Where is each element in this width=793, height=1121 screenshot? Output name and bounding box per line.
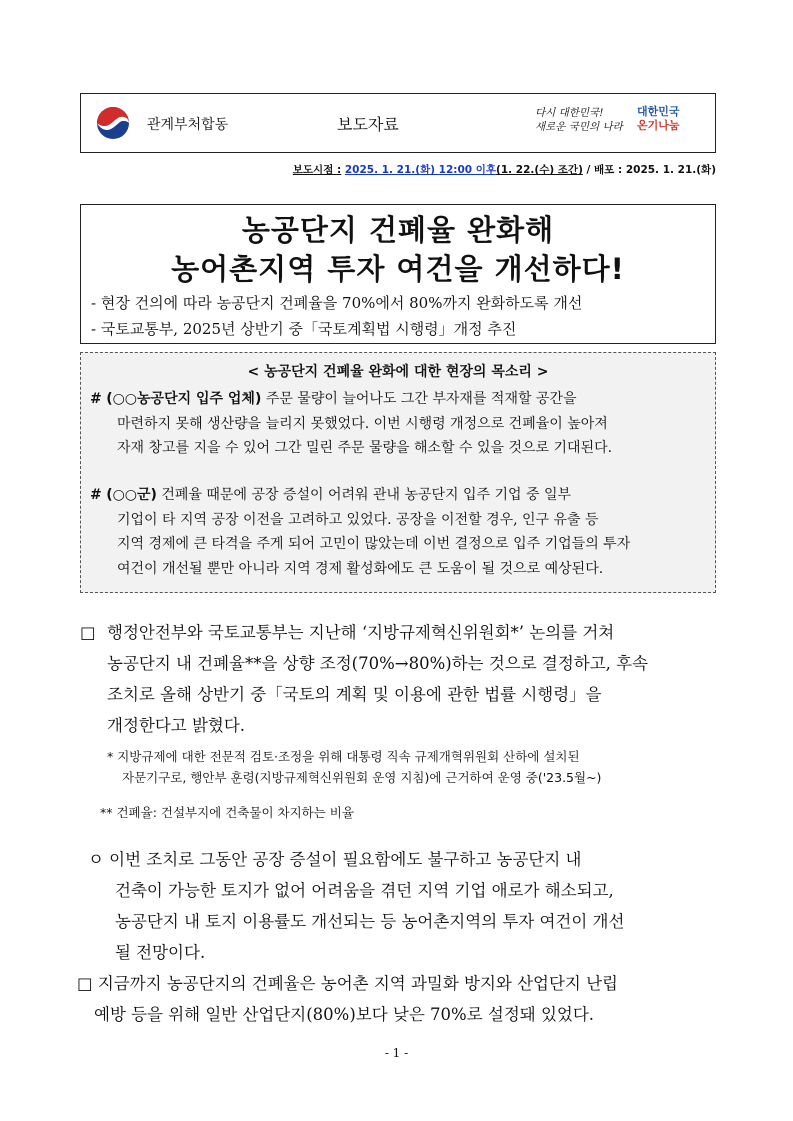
headline-line-2: 농어촌지역 투자 여건을 개선하다! — [171, 252, 625, 286]
voice-text: 주문 물량이 늘어나도 그간 부자재를 적재할 공간을 — [265, 391, 577, 407]
footnote-1 — [107, 746, 717, 788]
field-voices-box — [80, 352, 716, 593]
footnote-2: ** 건폐율: 건설부지에 건축물이 차지하는 비율 — [100, 805, 354, 820]
body-paragraph-1 — [80, 617, 720, 741]
hash-mark: # — [90, 391, 102, 407]
headline-line-1: 농공단지 건폐율 완화해 — [241, 213, 555, 247]
voice-entry — [90, 483, 710, 581]
ministry-name: 관계부처합동 — [147, 117, 229, 133]
voice-text: 기업이 타 지역 공장 이전을 고려하고 있었다. 공장을 이전할 경우, 인구 유출 등 — [117, 511, 599, 528]
voice-text: 마련하지 못해 생산량을 늘리지 못했었다. 이번 시행령 개정으로 건폐율이 높아져 — [117, 415, 608, 432]
square-bullet: □ — [80, 623, 96, 642]
voice-text: 건폐율 때문에 공장 증설이 어려워 관내 농공단지 입주 기업 중 일부 — [161, 487, 572, 503]
paragraph-line: 농공단지 내 토지 이용률도 개선되는 등 농어촌지역의 투자 여건이 개선 — [115, 912, 625, 931]
paragraph-line: 될 전망이다. — [115, 943, 206, 962]
hash-mark: # — [90, 487, 102, 503]
voice-speaker: (○○농공단지 입주 업체) — [106, 391, 262, 407]
embargo-line — [293, 162, 716, 177]
footnote-line: 자문기구로, 행안부 훈령(지방규제혁신위원회 운영 지침)에 근거하여 운영 중('23.5월~) — [122, 770, 602, 785]
embargo-morning-edition: (1. 22.(수) 조간) — [496, 164, 583, 176]
paragraph-line: 행정안전부와 국토교통부는 지난해 ‘지방규제혁신위원회*’ 논의를 거쳐 — [107, 623, 615, 642]
page-number: - 1 - — [384, 1046, 409, 1060]
distribution-date: / 배포 : 2025. 1. 21.(화) — [586, 164, 716, 176]
paragraph-line: 예방 등을 위해 일반 산업단지(80%)보다 낮은 70%로 설정돼 있었다. — [94, 1005, 595, 1024]
body-paragraph-2 — [88, 844, 728, 968]
field-voices-heading: < 농공단지 건폐율 완화에 대한 현장의 목소리 > — [247, 364, 549, 380]
government-emblem-icon — [96, 106, 130, 140]
slogan-line-2: 새로운 국민의 나라 — [535, 121, 623, 133]
press-header — [80, 93, 716, 153]
voice-text: 여건이 개선될 뿐만 아니라 지역 경제 활성화에도 큰 도움이 될 것으로 예상된다. — [117, 560, 604, 577]
embargo-datetime: 2025. 1. 21.(화) 12:00 이후 — [344, 164, 497, 176]
voice-entry — [90, 387, 710, 461]
slogan — [535, 106, 623, 134]
title-box — [80, 204, 716, 344]
voice-text: 자재 창고를 지을 수 있어 그간 밀린 주문 물량을 해소할 수 있을 것으로 기대된다. — [117, 440, 613, 456]
subheadline-2: - 국토교통부, 2025년 상반기 중「국토계획법 시행령」개정 추진 — [91, 320, 517, 338]
campaign-logo — [637, 105, 680, 133]
campaign-logo-line-2: 온기나눔 — [637, 119, 680, 132]
voice-speaker: (○○군) — [106, 487, 157, 503]
body-paragraph-3 — [77, 968, 717, 1030]
voice-text: 지역 경제에 큰 타격을 주게 되어 고민이 많았는데 이번 결정으로 입주 기업들의 투자 — [117, 536, 631, 552]
slogan-line-1: 다시 대한민국! — [535, 107, 604, 119]
footnote-line: * 지방규제에 대한 전문적 검토·조정을 위해 대통령 직속 규제개혁위원회 산하에 설치된 — [107, 749, 580, 764]
embargo-label: 보도시점 : — [292, 164, 342, 176]
paragraph-line: ㅇ 이번 조치로 그동안 공장 증설이 필요함에도 불구하고 농공단지 내 — [88, 850, 582, 869]
paragraph-line: 농공단지 내 건폐율**을 상향 조정(70%→80%)하는 것으로 결정하고, 후속 — [107, 654, 649, 673]
paragraph-line: □ 지금까지 농공단지의 건폐율은 농어촌 지역 과밀화 방지와 산업단지 난립 — [77, 974, 618, 993]
paragraph-line: 건축이 가능한 토지가 없어 어려움을 겪던 지역 기업 애로가 해소되고, — [115, 881, 614, 900]
paragraph-line: 개정한다고 밝혔다. — [107, 716, 246, 735]
campaign-logo-line-1: 대한민국 — [637, 105, 680, 118]
document-type: 보도자료 — [337, 115, 399, 134]
subheadline-1: - 현장 건의에 따라 농공단지 건폐율을 70%에서 80%까지 완화하도록 개선 — [91, 294, 583, 312]
paragraph-line: 조치로 올해 상반기 중「국토의 계획 및 이용에 관한 법률 시행령」을 — [107, 685, 602, 704]
